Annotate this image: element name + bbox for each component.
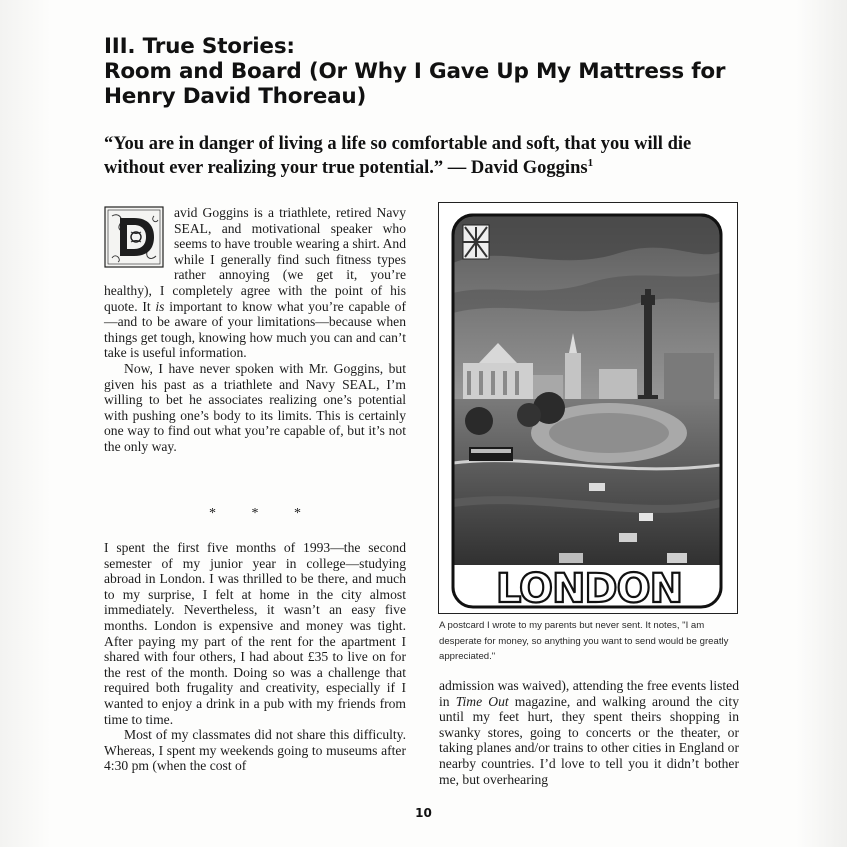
- section-break-star: *: [251, 506, 259, 521]
- left-column-bottom: [104, 540, 406, 774]
- section-break-star: *: [209, 506, 216, 521]
- chapter-heading: [104, 34, 754, 109]
- chapter-heading-line-1: III. True Stories:: [104, 34, 295, 59]
- postcard-image: [439, 203, 737, 613]
- page-number: 10: [415, 806, 432, 820]
- paragraph-1: [104, 205, 406, 361]
- dropcap-ornament-icon: [104, 206, 164, 268]
- ornamental-dropcap: [104, 206, 164, 268]
- postcard-photo: [438, 202, 738, 614]
- right-column: [439, 678, 739, 787]
- paragraph-1-text: avid Goggins is a triathlete, retired Navy SEAL, and motivational speaker who seems to have trouble wearing a shirt. And while I generally find such fitness types rather annoying (we get it, you’re healthy), I completely agree with the point of his quote. It: [104, 205, 406, 314]
- emphasis-is: is: [155, 298, 165, 314]
- figure-caption: A postcard I wrote to my parents but never sent. It notes, "I am desperate for money, so anything you want to send would be greatly appreciated.": [439, 620, 729, 662]
- paragraph-4: Most of my classmates did not share this difficulty. Whereas, I spent my weekends going to museums after 4:30 pm (when the cost of: [104, 727, 406, 774]
- epigraph-text: “You are in danger of living a life so comfortable and soft, that you will die without ever realizing your true potential.” — David Goggins: [104, 134, 692, 178]
- paragraph-3: I spent the first five months of 1993—the second semester of my junior year in college—studying abroad in London. I was thrilled to be there, and much to my surprise, I felt at home in the city almost immediately. Nevertheless, it wasn’t an easy five months. London is expensive and money was tight. After paying my part of the rent for the apartment I shared with four others, I had about £35 to live on for the rest of the month. Doing so was a challenge that required both frugality and creativity, especially if I wanted to enjoy a drink in a pub with my friends from time to time.: [104, 540, 406, 727]
- postcard-london-wordmark: LONDON: [495, 566, 683, 612]
- section-break: [104, 506, 406, 522]
- chapter-heading-line-3: Henry David Thoreau): [104, 84, 367, 109]
- footnote-marker: 1: [587, 156, 594, 169]
- paragraph-1-end: important to know what you’re capable of—and to be aware of your limitations—because when things get tough, knowing how much you can and can’t take is useful information.: [104, 298, 407, 361]
- paragraph-5: [439, 678, 739, 787]
- emphasis-time-out: Time Out: [455, 693, 509, 709]
- chapter-heading-line-2: Room and Board (Or Why I Gave Up My Mattress for: [104, 59, 726, 84]
- left-column-top: [104, 205, 406, 455]
- paragraph-5-start: admission was waived), attending the free events listed in: [439, 678, 739, 709]
- paragraph-2: Now, I have never spoken with Mr. Goggins, but given his past as a triathlete and Navy SEAL, I’m willing to bet he associates realizing one’s potential with pushing one’s body to its limits. This is certainly one way to find out what you’re capable of, but it’s not the only way.: [104, 360, 406, 454]
- paragraph-5-end: magazine, and walking around the city until my feet hurt, they spent theirs shopping in swanky stores, going to concerts or the theater, or taking planes and/or trains to other cities in England or nearby countries. I’d love to tell you it didn’t bother me, but overhearing: [439, 693, 739, 787]
- section-break-star: *: [294, 506, 301, 521]
- epigraph: [104, 132, 744, 180]
